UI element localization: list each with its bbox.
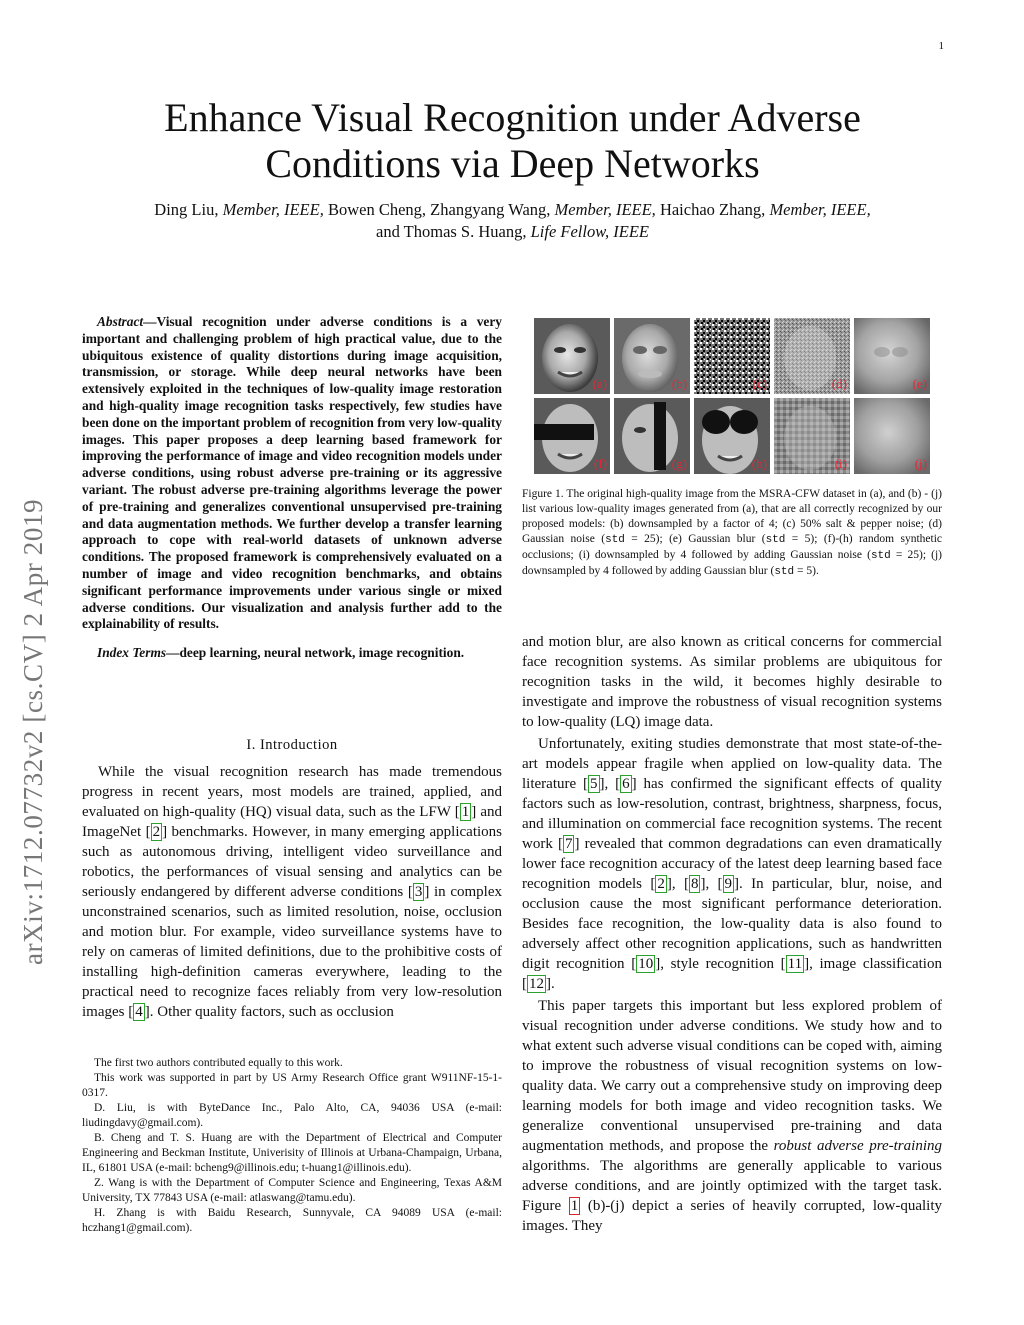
- right-paragraph-3: This paper targets this important but less explored problem of visual recognition under adverse conditions. We study how and to what extent such adverse visual conditions can be coped with, aiming to improve the robustness of visual recognition systems on low-quality data. We carry out a comprehensive study on improving deep learning models for both image and video recognition tasks. We generalize conventional unsupervised pre-training and data augmentation methods, and propose the robust adverse pre-training algorithms. The algorithms are generally applicable to various adverse conditions, and are jointly optimized with the target task. Figure 1 (b)-(j) depict a series of heavily corrupted, low-quality images. They: [522, 998, 942, 1234]
- paper-title: [80, 95, 945, 187]
- author-5: and Thomas S. Huang,: [376, 222, 527, 241]
- figure-panel-label: (g): [671, 456, 687, 471]
- figure-panel-label: (d): [831, 376, 847, 391]
- citation-link[interactable]: 2: [152, 824, 161, 840]
- abstract-text: —Visual recognition under adverse conditions is a very important and challenging problem of high practical value, due to the ubiquitous existence of quality distortions during image acquisition, transmission, or storage. While deep neural networks have been extensively exploited in the techniques of low-quality image restoration and high-quality image recognition tasks respectively, few studies have been done on the important problem of recognition from very low-quality images. This paper proposes a deep learning based framework for improving the performance of image and video recognition models under adverse conditions, using robust adverse pre-training or its aggressive variant. The robust adverse pre-training algorithms leverage the power of pre-training and generalizes conventional unsupervised pre-training and data augmentation methods. We further develop a transfer learning approach to cope with real-world datasets of unknown adverse conditions. The proposed framework is comprehensively evaluated on a number of image and video recognition benchmarks, and obtains significant performance improvements under various single or mixed adverse conditions. Our visualization and analysis further add to the explainability of results.: [82, 314, 502, 632]
- intro-column-left: [82, 762, 502, 1022]
- index-terms-text: —deep learning, neural network, image recognition.: [166, 645, 465, 661]
- author-1-role: Member, IEEE,: [222, 200, 324, 219]
- figure-panel-label: (a): [592, 376, 607, 391]
- figure-panel-label: (b): [671, 376, 687, 391]
- page-number: 1: [938, 40, 944, 52]
- citation-link[interactable]: 9: [724, 876, 733, 892]
- figure-panel-label: (i): [834, 456, 847, 471]
- face-image-d: [774, 318, 850, 394]
- author-4-role: Member, IEEE,: [769, 200, 871, 219]
- citation-link[interactable]: 11: [787, 956, 803, 972]
- section-title-introduction: I. Introduction: [246, 737, 338, 753]
- author-list: [80, 199, 945, 243]
- right-paragraph-1: and motion blur, are also known as critical concerns for commercial face recognition systems. As similar problems are ubiquitous for recognition tasks in the wild, it becomes highly desirable to investigate and improve the robustness of visual recognition systems to low-quality (LQ) image data.: [522, 634, 942, 730]
- figure-panel-label: (c): [752, 376, 767, 391]
- intro-paragraph: While the visual recognition research has made tremendous progress in recent years, most models are trained, applied, and evaluated on high-quality (HQ) visual data, such as the LFW [ 1 ] and ImageNet [ 2 ] benchmarks. However, in many emerging applications such as autonomous driving, intelligent video surveillance and robotics, the performances of visual sensing and analytics can be seriously endangered by different adverse conditions [ 3 ] in complex unconstrained scenarios, such as limited resolution, noise, occlusion and motion blur. For example, video surveillance systems have to rely on cameras of limited definitions, due to the prohibitive costs of installing high-definition cameras everywhere, leading to the practical need to recognize faces reliably from very low-resolution images [ 4 ]. Other quality factors, such as occlusion: [82, 764, 502, 1020]
- footnote: Z. Wang is with the Department of Computer Science and Engineering, Texas A&M University, TX 77843 USA (e-mail: atlaswang@tamu.edu).: [82, 1177, 502, 1204]
- citation-link[interactable]: 4: [135, 1004, 143, 1020]
- figure-caption-label: Figure 1.: [522, 488, 564, 500]
- title-line-1: Enhance Visual Recognition under Adverse: [164, 95, 861, 140]
- citation-link[interactable]: 12: [529, 976, 544, 992]
- right-paragraph-2: Unfortunately, exiting studies demonstrate that most state-of-the-art models appear fragile when applied on low-quality data. The literature [ 5 ], [ 6 ] has confirmed the significant effects of quality factors such as low-resolution, contrast, brightness, sharpness, focus, and illumination on commercial face recognition systems. The recent work [ 7 ] revealed that common degradations can even dramatically lower face recognition accuracy of the latest deep learning based face recognition models [ 2 ], [ 8 ], [ 9 ]. In particular, blur, noise, and occlusion cause the most significant performance deterioration. Besides face recognition, the low-quality data is also found to adversely affect other recognition applications, such as handwritten digit recognition [ 10 ], style recognition [ 11 ], image classification [ 12 ].: [522, 736, 943, 992]
- abstract-label: Abstract: [97, 314, 144, 329]
- author-5-role: Life Fellow, IEEE: [530, 222, 649, 241]
- citation-link[interactable]: 3: [414, 884, 423, 900]
- footnote: The first two authors contributed equally to this work.: [94, 1057, 343, 1069]
- face-image-a: [534, 318, 610, 394]
- citation-link[interactable]: 6: [622, 776, 630, 792]
- index-terms-label: Index Terms: [97, 645, 167, 661]
- abstract: [82, 314, 502, 662]
- footnote: B. Cheng and T. S. Huang are with the Department of Electrical and Computer Engineering and Beckman Institute, Univerisity of Illinois at Urbana-Champaign, Urbana, IL, 61801 USA (e-mail: bcheng9@illinois.edu; t-huang1@illinois.edu).: [82, 1132, 502, 1174]
- face-image-c: [694, 318, 770, 394]
- face-image-f: [534, 398, 610, 474]
- figure-panel-label: (e): [912, 376, 927, 391]
- author-4: Haichao Zhang,: [659, 200, 766, 219]
- footnote: H. Zhang is with Baidu Research, Sunnyvale, CA 94089 USA (e-mail: hczhang1@gmail.com).: [82, 1207, 502, 1234]
- arxiv-identifier: arXiv:1712.07732v2 [cs.CV] 2 Apr 2019: [18, 498, 48, 965]
- footnote: D. Liu, is with ByteDance Inc., Palo Alto, CA, 94036 USA (e-mail: liudingdavy@gmail.com).: [82, 1102, 502, 1129]
- author-1: Ding Liu,: [154, 200, 219, 219]
- figure-1-image-grid: [534, 318, 930, 476]
- title-line-2: Conditions via Deep Networks: [265, 141, 760, 186]
- face-image-g: [614, 398, 690, 474]
- figure-reference-link[interactable]: 1: [570, 1198, 579, 1214]
- face-image-i: [774, 398, 850, 474]
- author-2-3: Bowen Cheng, Zhangyang Wang,: [327, 200, 551, 219]
- footnote: This work was supported in part by US Army Research Office grant W911NF-15-1-0317.: [82, 1072, 502, 1099]
- citation-link[interactable]: 7: [564, 836, 573, 852]
- figure-panel-label: (f): [594, 456, 607, 471]
- citation-link[interactable]: 1: [461, 804, 470, 820]
- intro-column-right: [522, 632, 942, 1236]
- footnotes: [82, 1056, 502, 1236]
- face-image-e: [854, 318, 930, 394]
- author-3-role: Member, IEEE,: [554, 200, 656, 219]
- face-image-b: [614, 318, 690, 394]
- figure-panel-label: (j): [914, 456, 927, 471]
- citation-link[interactable]: 5: [590, 776, 598, 792]
- citation-link[interactable]: 2: [657, 876, 665, 892]
- figure-panel-label: (h): [751, 456, 767, 471]
- citation-link[interactable]: 10: [638, 956, 654, 972]
- face-image-h: [694, 398, 770, 474]
- face-image-j: [854, 398, 930, 474]
- citation-link[interactable]: 8: [690, 876, 699, 892]
- figure-1-caption: Figure 1. The original high-quality image from the MSRA-CFW dataset in (a), and (b) - (j) list various low-quality images generated from (a), that are all correctly recognized by our proposed models: (b) downsampled by a factor of 4; (c) 50% salt & pepper noise; (d) Gaussian noise (std = 25); (e) Gaussian blur (std = 5); (f)-(h) random synthetic occlusions; (i) downsampled by 4 followed by adding Gaussian noise (std = 25); (j) downsampled by 4 followed by adding Gaussian blur (std = 5).: [522, 488, 942, 578]
